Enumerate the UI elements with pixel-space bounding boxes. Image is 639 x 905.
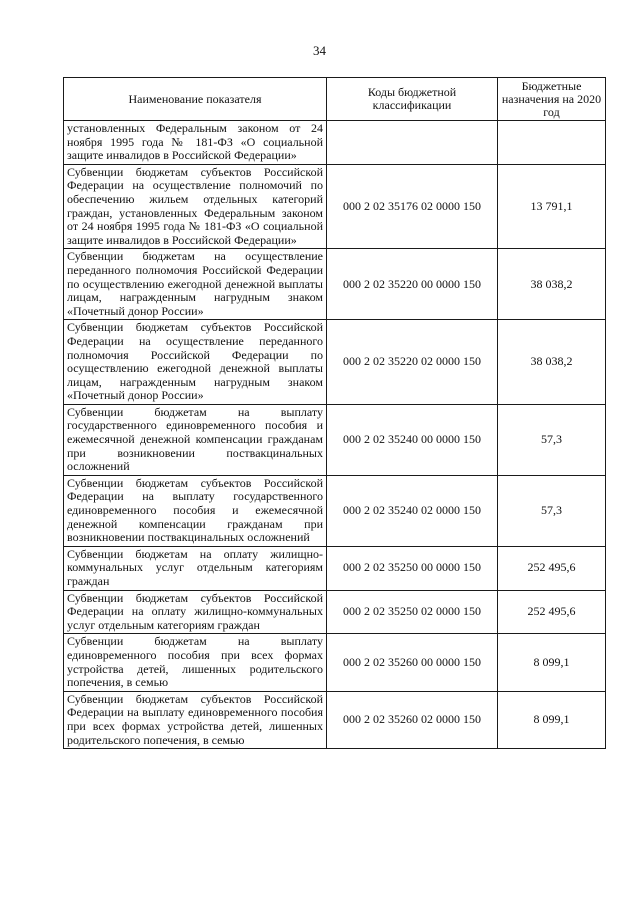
table-row bbox=[64, 546, 606, 590]
row-code: 000 2 02 35220 00 0000 150 bbox=[327, 249, 498, 320]
row-name: Субвенции бюджетам субъектов Российской Федерации на оплату жилищно-коммунальных услуг отдельным категориям граждан bbox=[64, 590, 327, 634]
table-row bbox=[64, 404, 606, 475]
table-row bbox=[64, 121, 606, 165]
row-code: 000 2 02 35250 02 0000 150 bbox=[327, 590, 498, 634]
row-amount: 252 495,6 bbox=[498, 546, 606, 590]
row-amount bbox=[498, 121, 606, 165]
page-number: 34 bbox=[313, 43, 326, 58]
budget-table bbox=[63, 77, 606, 749]
row-name: Субвенции бюджетам на выплату единовременного пособия при всех формах устройства детей, лишенных родительского попечения, в семью bbox=[64, 634, 327, 691]
row-name: Субвенции бюджетам субъектов Российской Федерации на выплату государственного единовременного пособия и ежемесячной денежной компенсации гражданам при возникновении поствакцинальных осложнений bbox=[64, 475, 327, 546]
row-amount: 8 099,1 bbox=[498, 691, 606, 748]
row-amount: 57,3 bbox=[498, 404, 606, 475]
row-code: 000 2 02 35240 00 0000 150 bbox=[327, 404, 498, 475]
header-code: Коды бюджетной классификации bbox=[327, 78, 498, 121]
row-code: 000 2 02 35260 00 0000 150 bbox=[327, 634, 498, 691]
row-amount: 38 038,2 bbox=[498, 320, 606, 405]
row-amount: 38 038,2 bbox=[498, 249, 606, 320]
row-code bbox=[327, 121, 498, 165]
row-name: Субвенции бюджетам на оплату жилищно-коммунальных услуг отдельным категориям граждан bbox=[64, 546, 327, 590]
table-row bbox=[64, 249, 606, 320]
header-row bbox=[64, 78, 606, 121]
table-body bbox=[64, 121, 606, 749]
table-row bbox=[64, 634, 606, 691]
row-name: Субвенции бюджетам субъектов Российской Федерации на осуществление переданного полномочия Российской Федерации по осуществлению ежегодной денежной выплаты лицам, награжденным нагрудным знаком «Почетный донор России» bbox=[64, 320, 327, 405]
row-amount: 13 791,1 bbox=[498, 164, 606, 249]
row-code: 000 2 02 35240 02 0000 150 bbox=[327, 475, 498, 546]
header-name: Наименование показателя bbox=[64, 78, 327, 121]
row-amount: 57,3 bbox=[498, 475, 606, 546]
table-row bbox=[64, 691, 606, 748]
row-name: установленных Федеральным законом от 24 ноября 1995 года № 181-ФЗ «О социальной защите инвалидов в Российской Федерации» bbox=[64, 121, 327, 165]
row-amount: 8 099,1 bbox=[498, 634, 606, 691]
table-row bbox=[64, 475, 606, 546]
row-name: Субвенции бюджетам на осуществление переданного полномочия Российской Федерации по осуществлению ежегодной денежной выплаты лицам, награжденным нагрудным знаком «Почетный донор России» bbox=[64, 249, 327, 320]
row-code: 000 2 02 35176 02 0000 150 bbox=[327, 164, 498, 249]
table-header bbox=[64, 78, 606, 121]
table-row bbox=[64, 590, 606, 634]
row-name: Субвенции бюджетам на выплату государственного единовременного пособия и ежемесячной денежной компенсации гражданам при возникновении поствакцинальных осложнений bbox=[64, 404, 327, 475]
row-name: Субвенции бюджетам субъектов Российской Федерации на осуществление полномочий по обеспечению жильем отдельных категорий граждан, установленных Федеральным законом от 24 ноября 1995 года № 181-ФЗ «О социальной защите инвалидов в Российской Федерации» bbox=[64, 164, 327, 249]
row-code: 000 2 02 35220 02 0000 150 bbox=[327, 320, 498, 405]
header-amount: Бюджетные назначения на 2020 год bbox=[498, 78, 606, 121]
row-code: 000 2 02 35250 00 0000 150 bbox=[327, 546, 498, 590]
table-row bbox=[64, 320, 606, 405]
row-amount: 252 495,6 bbox=[498, 590, 606, 634]
row-name: Субвенции бюджетам субъектов Российской Федерации на выплату единовременного пособия при всех формах устройства детей, лишенных родительского попечения, в семью bbox=[64, 691, 327, 748]
table-row bbox=[64, 164, 606, 249]
row-code: 000 2 02 35260 02 0000 150 bbox=[327, 691, 498, 748]
